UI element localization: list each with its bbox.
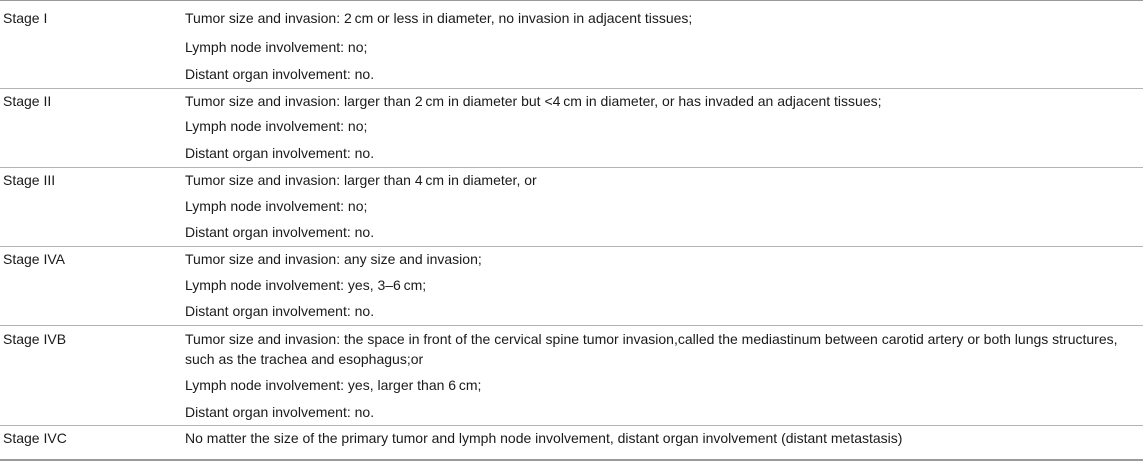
row-separator: [0, 167, 1143, 168]
stage-label: Stage I: [3, 10, 48, 26]
stage-label: Stage III: [3, 172, 56, 188]
stage-criterion: Distant organ involvement: no.: [185, 303, 375, 319]
stage-criterion: Distant organ involvement: no.: [185, 224, 375, 240]
stage-criterion: Lymph node involvement: yes, larger than 6 cm;: [185, 377, 482, 393]
stage-criterion: Lymph node involvement: no;: [185, 118, 368, 134]
row-separator: [0, 325, 1143, 326]
stage-label: Stage IVC: [3, 430, 67, 446]
row-separator: [0, 425, 1143, 426]
stage-label: Stage IVA: [3, 251, 66, 267]
stage-criterion: Tumor size and invasion: 2 cm or less in diameter, no invasion in adjacent tissues;: [185, 10, 693, 26]
stage-label: Stage II: [3, 93, 52, 109]
stage-criterion: Tumor size and invasion: larger than 2 cm in diameter but <4 cm in diameter, or has invaded an adjacent tissues;: [185, 93, 882, 109]
table-bottom-rule: [0, 459, 1143, 461]
table-top-rule: [0, 0, 1143, 1]
stage-criterion: Distant organ involvement: no.: [185, 404, 375, 420]
row-separator: [0, 246, 1143, 247]
stage-criterion: Lymph node involvement: yes, 3–6 cm;: [185, 277, 427, 293]
stage-criterion: Tumor size and invasion: the space in front of the cervical spine tumor invasion,called the mediastinum between carotid artery or both lungs structures, such as the trachea and esophagus;or: [185, 331, 1118, 367]
stage-criterion: Tumor size and invasion: any size and invasion;: [185, 251, 482, 267]
stage-criterion: Distant organ involvement: no.: [185, 145, 375, 161]
stage-criterion: Tumor size and invasion: larger than 4 cm in diameter, or: [185, 172, 537, 188]
stage-criterion: Lymph node involvement: no;: [185, 39, 368, 55]
stage-label: Stage IVB: [3, 331, 67, 347]
row-separator: [0, 88, 1143, 89]
stage-criterion: Distant organ involvement: no.: [185, 66, 375, 82]
stage-criterion: No matter the size of the primary tumor and lymph node involvement, distant organ involvement (distant metastasis): [185, 430, 903, 446]
stage-criterion: Lymph node involvement: no;: [185, 198, 368, 214]
